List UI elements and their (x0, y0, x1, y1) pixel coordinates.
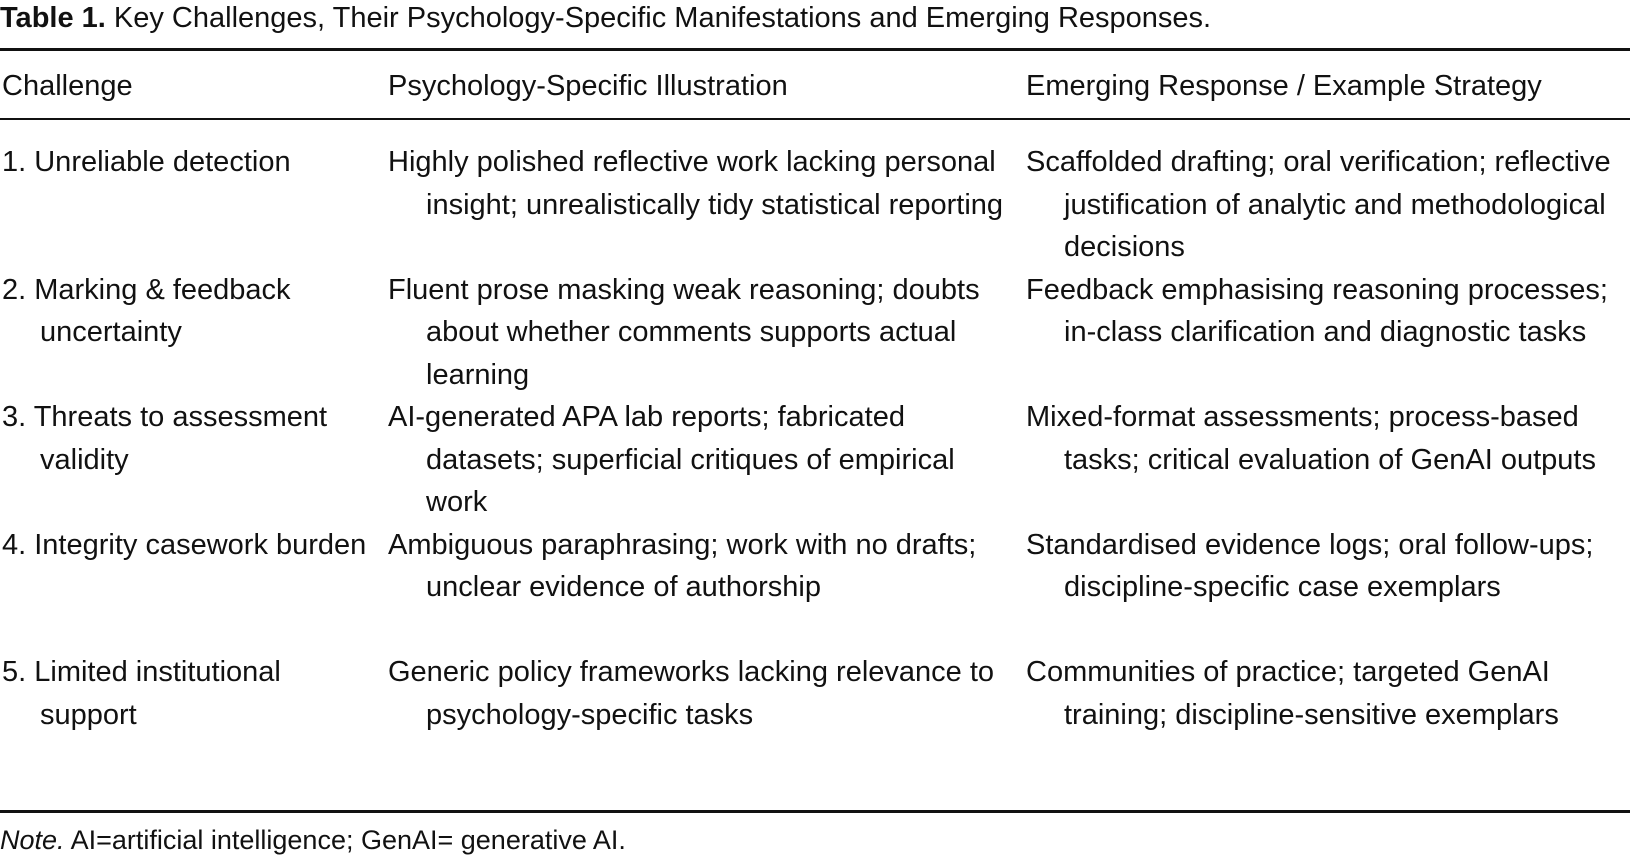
cell-illustration (388, 269, 1008, 397)
cell-response-text: Communities of practice; targeted GenAI training; discipline-sensitive exemplars (1026, 656, 1559, 731)
cell-challenge (2, 396, 372, 481)
table-row (0, 524, 1630, 652)
cell-challenge-text: 4. Integrity casework burden (2, 528, 367, 561)
cell-challenge-text: 5. Limited institutional support (2, 656, 281, 731)
cell-challenge (2, 269, 372, 354)
table-note (0, 822, 626, 858)
header-response: Emerging Response / Example Strategy (1026, 70, 1542, 102)
cell-response-text: Mixed-format assessments; process-based tasks; critical evaluation of GenAI outputs (1026, 401, 1596, 476)
cell-illustration-text: AI-generated APA lab reports; fabricated datasets; superficial critiques of empirical work (388, 401, 955, 518)
cell-illustration (388, 396, 1008, 524)
header-challenge: Challenge (2, 70, 133, 102)
cell-response-text: Scaffolded drafting; oral verification; reflective justification of analytic and methodological decisions (1026, 146, 1611, 263)
cell-illustration-text: Ambiguous paraphrasing; work with no drafts; unclear evidence of authorship (388, 528, 977, 603)
table-body (0, 141, 1630, 779)
cell-illustration (388, 524, 1008, 609)
table-row (0, 651, 1630, 779)
table-caption (0, 0, 1620, 36)
cell-illustration-text: Fluent prose masking weak reasoning; doubts about whether comments supports actual learning (388, 273, 980, 391)
cell-challenge (2, 141, 372, 184)
cell-response-text: Standardised evidence logs; oral follow-ups; discipline-specific case exemplars (1026, 528, 1594, 603)
cell-response (1026, 651, 1626, 736)
table-header-row (0, 66, 1630, 106)
table-note-text: AI=artificial intelligence; GenAI= generative AI. (70, 825, 626, 855)
cell-response (1026, 141, 1626, 269)
cell-challenge-text: 1. Unreliable detection (2, 146, 291, 178)
table-caption-text: Key Challenges, Their Psychology-Specific Manifestations and Emerging Responses. (113, 2, 1212, 34)
header-illustration: Psychology-Specific Illustration (388, 70, 788, 102)
table-row (0, 269, 1630, 397)
cell-illustration-text: Highly polished reflective work lacking personal insight; unrealistically tidy statistical reporting (388, 146, 1004, 221)
cell-response-text: Feedback emphasising reasoning processes; in-class clarification and diagnostic tasks (1026, 273, 1608, 348)
cell-challenge (2, 651, 372, 736)
cell-illustration (388, 651, 1008, 736)
table-bottom-rule (0, 810, 1630, 813)
cell-challenge-text: 3. Threats to assessment validity (2, 401, 328, 476)
cell-challenge (2, 524, 372, 567)
cell-challenge-text: 2. Marking & feedback uncertainty (2, 273, 291, 348)
table-top-rule (0, 48, 1630, 51)
table-header-rule (0, 118, 1630, 120)
table-note-label: Note. (0, 825, 65, 855)
cell-response (1026, 396, 1626, 481)
table-row (0, 396, 1630, 524)
cell-response (1026, 524, 1626, 609)
table-row (0, 141, 1630, 269)
cell-illustration-text: Generic policy frameworks lacking relevance to psychology-specific tasks (388, 656, 995, 731)
cell-response (1026, 269, 1626, 354)
cell-illustration (388, 141, 1008, 226)
table-caption-label: Table 1. (0, 2, 106, 34)
